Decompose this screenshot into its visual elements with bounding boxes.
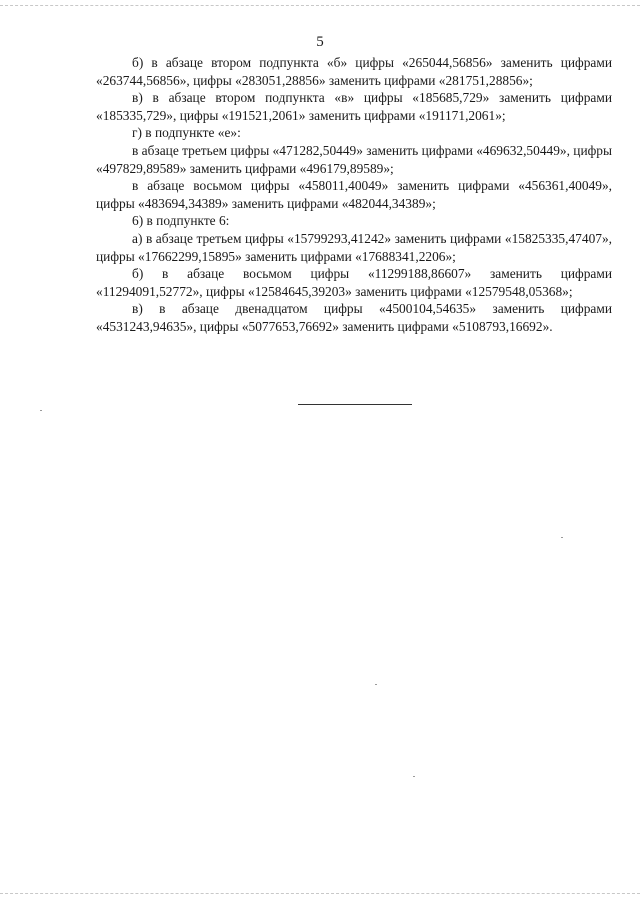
scan-speck — [561, 537, 563, 538]
scan-speck — [413, 776, 415, 777]
paragraph-6b-eighth: б) в абзаце восьмом цифры «11299188,86607» заменить цифрами «11294091,52772», цифры «12584645,39203» заменить цифрами «12579548,05368»; — [96, 266, 612, 299]
paragraph-v-subpoint-v: в) в абзаце втором подпункта «в» цифры «185685,729» заменить цифрами «185335,729», цифры «191521,2061» заменить цифрами «191171,2061»; — [96, 90, 612, 123]
paragraph-6v-twelfth: в) в абзаце двенадцатом цифры «4500104,54635» заменить цифрами «4531243,94635», цифры «5077653,76692» заменить цифрами «5108793,16692». — [96, 301, 612, 334]
paragraph-b-subpoint-b: б) в абзаце втором подпункта «б» цифры «265044,56856» заменить цифрами «263744,56856», цифры «283051,28856» заменить цифрами «281751,28856»; — [96, 55, 612, 88]
paragraph-6-subpoint-6: 6) в подпункте 6: — [132, 213, 230, 229]
scan-edge-top — [0, 5, 640, 7]
separator-line — [298, 404, 412, 405]
page-number: 5 — [316, 34, 324, 50]
scan-speck — [40, 410, 42, 411]
document-body — [96, 54, 612, 336]
paragraph-e-third: в абзаце третьем цифры «471282,50449» заменить цифрами «469632,50449», цифры «497829,89589» заменить цифрами «496179,89589»; — [96, 142, 612, 176]
paragraph-e-eighth: в абзаце восьмом цифры «458011,40049» заменить цифрами «456361,40049», цифры «483694,34389» заменить цифрами «482044,34389»; — [96, 178, 612, 211]
paragraph-g-subpoint-e: г) в подпункте «е»: — [132, 125, 241, 141]
paragraph-6a-third: а) в абзаце третьем цифры «15799293,41242» заменить цифрами «15825335,47407», цифры «17662299,15895» заменить цифрами «17688341,2206»; — [96, 230, 612, 264]
scan-speck — [375, 684, 377, 685]
scan-edge-bottom — [0, 893, 640, 895]
